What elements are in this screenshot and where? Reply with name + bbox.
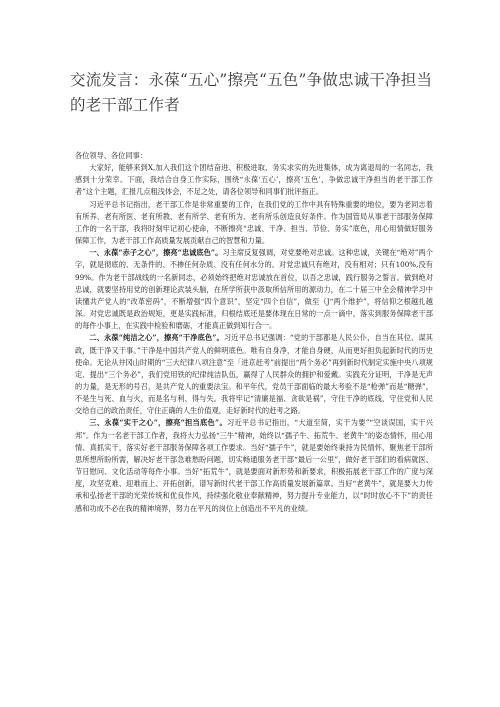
section-heading: 三、永葆“实干之心”，擦亮“担当底色”。 [89, 418, 227, 428]
section-paragraph [75, 417, 433, 514]
salutation: 各位领导、各位同事： [75, 151, 147, 160]
document-title: 交流发言：永葆“五心”擦亮“五色”争做忠诚干净担当的老干部工作者 [70, 71, 433, 114]
section-text: 习近平总书记强调：“党的干部都是人民公仆，自当在其位、谋其政，既干净又干事。”干净是中国共产党人的鲜明底色。唯有自身净，才能自身硬，从而更好担负起新时代的历史使命。无论从井冈山时期的“三大纪律八项注意”至「进京赶考”前提出“两个务必”再到新时代制定实施中央八项规定、提出“三个务必”，我们党用铁的纪律纯洁队伍，赢得了人民群众的拥护和爱戴。实践充分证明，干净是无声的力量，是无形的号召，是共产党人的重要法宝。和平年代，党员干部面临的最大考验不是“枪弹”而是“糖弹”，不是生与死、血与火，而是名与利、得与失。我将牢记“清廉是福、贪欲是祸”，守住干净的底线，守住党和人民交给自己的政治责任，守住正确的人生价值观，走好新时代的赶考之路。 [75, 333, 433, 416]
section-text: 习主席反复强调，对党要绝对忠诚。这种忠诚，关键在“绝对”两个字，就是彻底的、无条件的、不掺任何杂质、没有任何水分的。对党忠诚只有绝对，没有相对；只有100%,没有99%。作为老干部战线的一名新同志，必须始终把绝对忠诚放在首位，以吾之忠诚，践行服务之誓言。做到绝对忠诚，就要坚持用党的创新理论武装头脑，在所学所获中汲取所信所用的源动力，在二十届三中全会精神学习中读懂共产党人的“改革密码”，不断增强“四个意识”，坚定“四个自信”，做至（J“两个维护”，将信仰之根越扎越深。对党忠诚既是政治规矩，更是实践标准，归根结底还是要体现在日常的一点一滴中，落实到服务保障老干部的每件小事上，在实践中检验和磨砺，才能真正做到知行合一。 [75, 248, 433, 331]
intro-paragraph: 大家好，能够来到X,加入我们这个团结奋进、积极进取、务实求实的先进集体，成为离退局的一名同志，我感到十分荣幸。下面，我结合自身工作实际，围绕“永葆‘五心’，擦亮‘五色’，争做忠诚干净担当的老干部工作者”这个主题，汇报几点粗浅体会，不足之处，请各位领导和同事们批评指正。 [75, 163, 433, 197]
section-paragraph [75, 247, 433, 332]
section-heading: 二、永葆“纯洁之心”，擦亮“干净底色”。 [89, 333, 224, 343]
document-body [75, 150, 433, 515]
section-paragraph [75, 332, 433, 417]
section-heading: 一、永葆“赤子之心”，擦亮“忠诚底色”。 [89, 248, 223, 258]
intro-paragraph: 习近平总书记指出，老干部工作是非常重要的工作，在我们党的工作中具有特殊重要的地位，要为老同志着有所养、老有所医、老有所教、老有所学、老有所为、老有所乐创造良好条件。作为国管局从事老干部服务保障工作的一名干部，我将时刻牢记初心使命，不断擦亮“忠诚、干净、担当、节俭、务实”底色，用心用情做好服务保障工作，为老干部工作高质量发展贡献自己的智慧和力量。 [75, 199, 433, 246]
section-text: 习近平总书记指出，“大道至简，实干为要”“空谈误国，实干兴邦”。作为一名老干部工作者，我将大力弘扬“三牛”精神，始终以“孺子牛、拓荒牛、老黄牛”的姿态情怀，用心用情、真抓实干，落实好老干部服务保障各项工作要求。当好“孺子牛”，就是要始终秉持为民情怀，聚焦老干部所思所想所盼所需，解决好老干部急难愁盼问题，切实畅通服务老干部“最后一公里”，做好老干部们的看病就医、节日慰问、文化活动等每件小事。当好“拓荒牛”，就是要面对新形势和新要求，积极拓展老干部工作的广度与深度，攻坚克难、迎难而上、开拓创新，谱写新时代老干部工作高质量发展新篇章。当好“老黄牛”，就是要大力传承和弘扬老干部的光荣传统和优良作风，持续强化敬业奉献精神，努力提升专业能力，以“时时放心不下”的责任感和功成不必在我的精神境界，努力在平凡的岗位上创造出不平凡的业绩。 [75, 418, 433, 513]
